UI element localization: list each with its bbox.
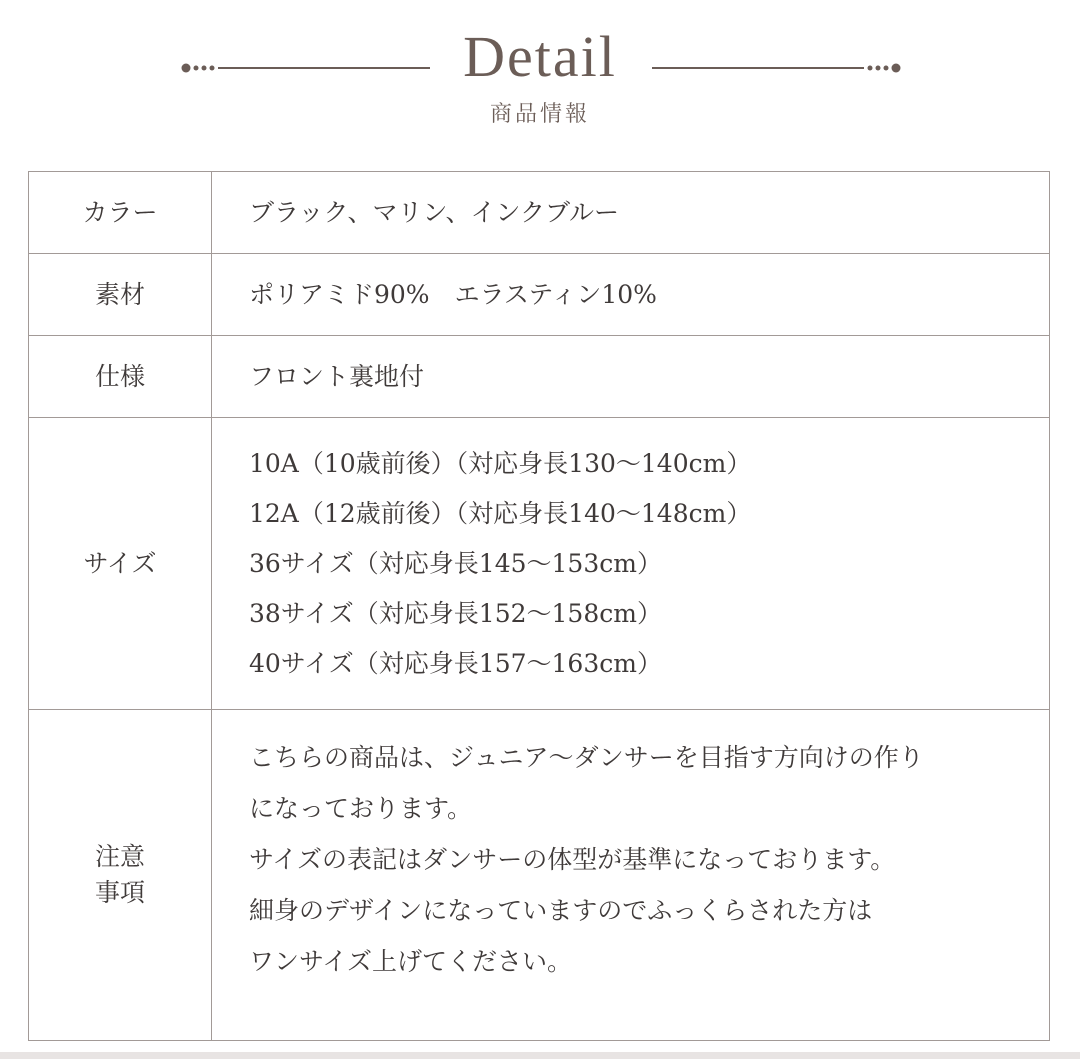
size-list	[249, 439, 751, 689]
table-row-material	[29, 254, 1049, 336]
product-detail-table	[28, 171, 1050, 1041]
note-line: こちらの商品は、ジュニア〜ダンサーを目指す方向けの作り	[249, 743, 924, 772]
size-line: 12A（12歳前後）（対応身長140〜148cm）	[249, 498, 752, 528]
value-line: ポリアミド90% エラスティン10%	[249, 279, 657, 309]
row-value-material	[249, 254, 1029, 335]
note-line: 細身のデザインになっていますのでふっくらされた方は	[249, 896, 873, 925]
value-line: ブラック、マリン、インクブルー	[249, 197, 620, 227]
value-list	[249, 270, 657, 320]
row-value-color	[249, 172, 1029, 253]
page-title: Detail	[463, 24, 617, 89]
size-line: 40サイズ（対応身長157〜163cm）	[249, 648, 662, 678]
value-list	[249, 352, 424, 402]
table-row-color	[29, 172, 1049, 254]
row-label-color: カラー	[29, 172, 212, 253]
table-row-spec	[29, 336, 1049, 418]
bottom-divider	[0, 1052, 1080, 1059]
row-value-size	[249, 418, 1029, 709]
row-label-material: 素材	[29, 254, 212, 335]
row-label-notes: 注意 事項	[29, 710, 212, 1040]
page-subtitle: 商品情報	[489, 102, 590, 127]
right-ornament-icon	[644, 58, 904, 78]
size-line: 10A（10歳前後）（対応身長130〜140cm）	[249, 448, 752, 478]
note-line: になっております。	[249, 794, 473, 823]
value-list	[249, 188, 619, 238]
size-line: 38サイズ（対応身長152〜158cm）	[249, 598, 662, 628]
table-row-size	[29, 418, 1049, 710]
value-line: フロント裏地付	[249, 361, 425, 391]
row-value-spec	[249, 336, 1029, 417]
note-line: ワンサイズ上げてください。	[249, 947, 573, 976]
notes-list	[249, 732, 924, 987]
page-header	[0, 0, 1080, 150]
row-label-size: サイズ	[29, 418, 212, 709]
note-line: サイズの表記はダンサーの体型が基準になっております。	[249, 845, 896, 874]
table-row-notes	[29, 710, 1049, 1040]
size-line: 36サイズ（対応身長145〜153cm）	[249, 548, 662, 578]
row-label-spec: 仕様	[29, 336, 212, 417]
row-value-notes	[249, 710, 1029, 1040]
